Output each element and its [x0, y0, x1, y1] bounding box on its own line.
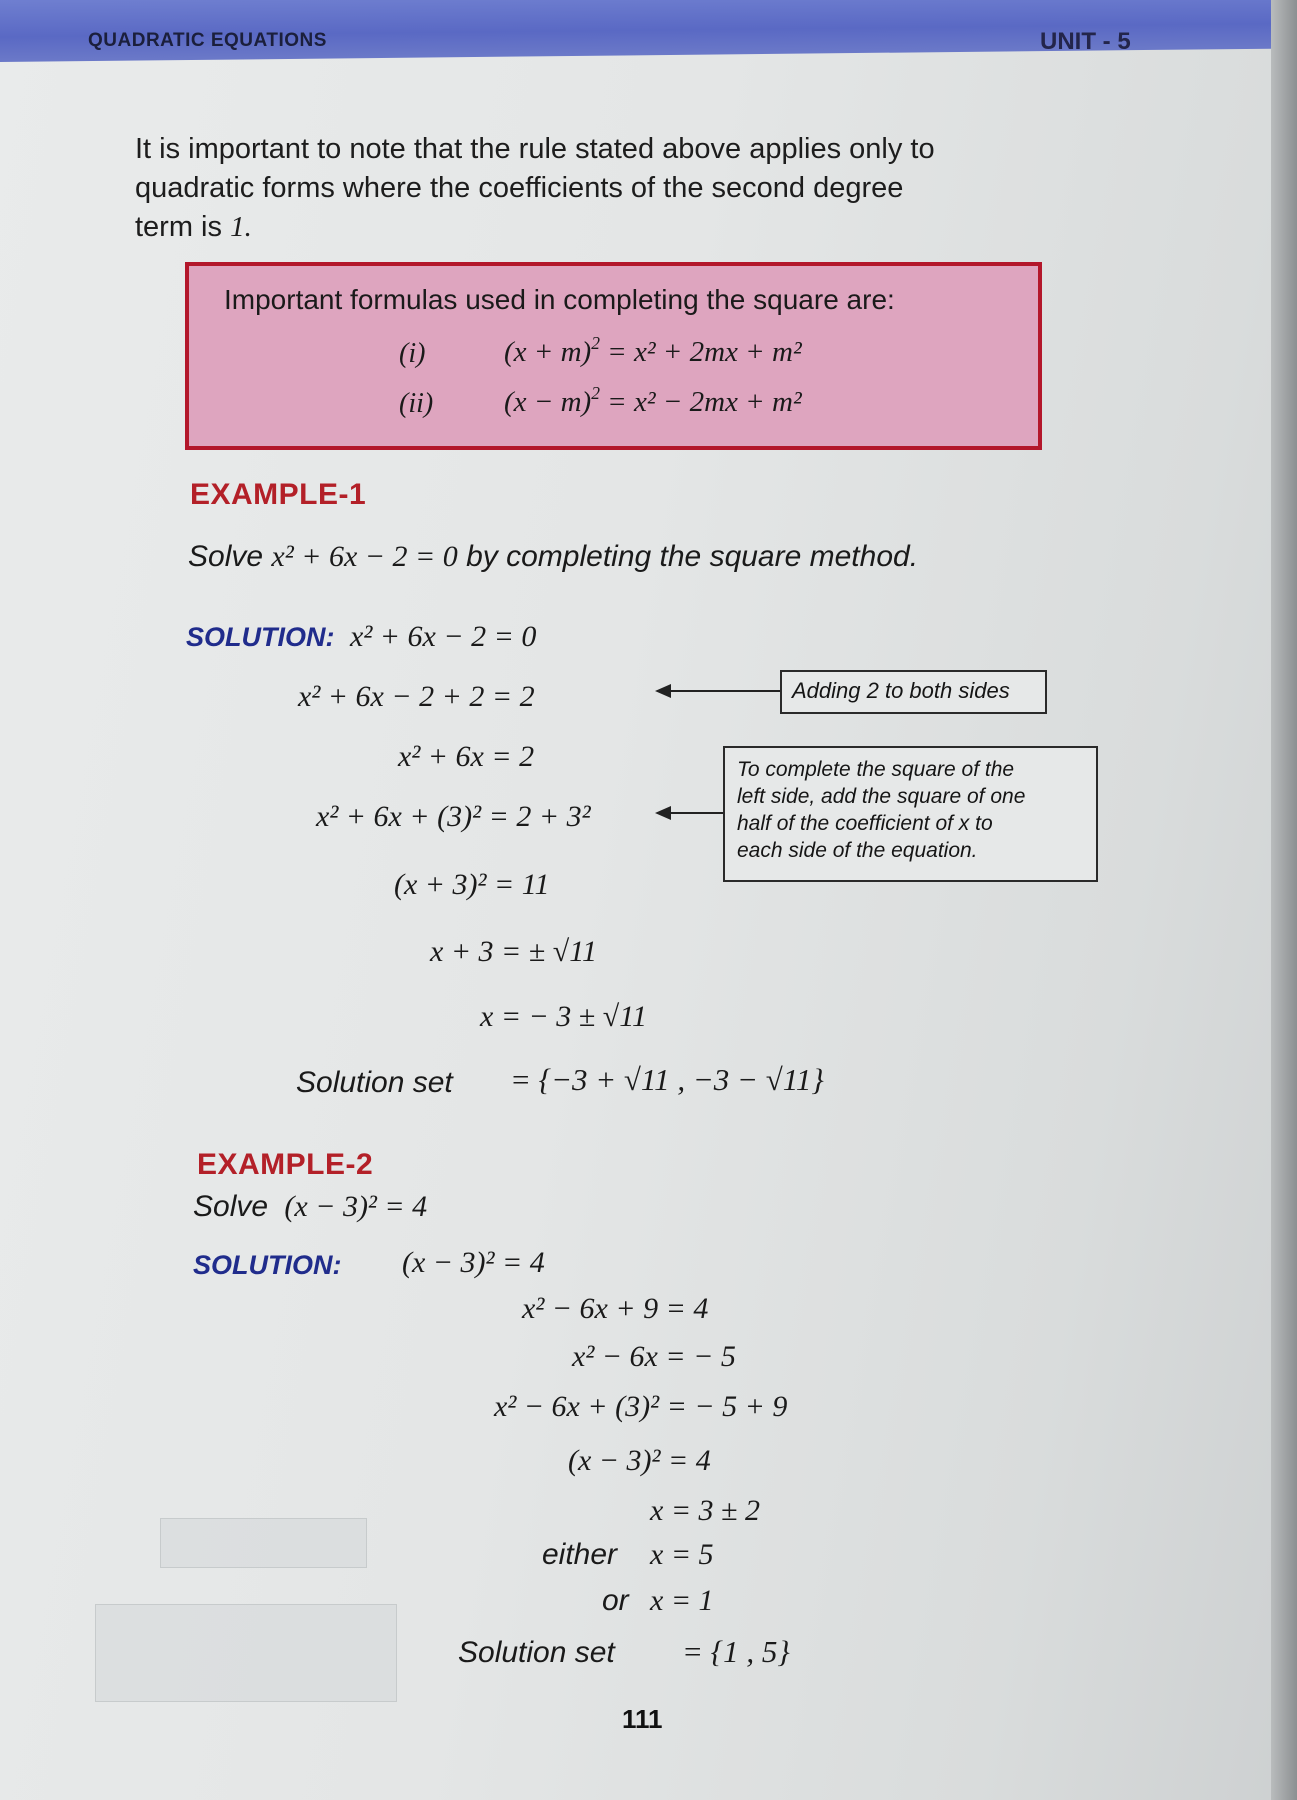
formula-lhs: (x + m) — [504, 336, 592, 368]
formula-equation: $(x + m)^2 = x^2 + 2mx + m^2$ — [504, 332, 802, 368]
formula-label: (ii) — [399, 388, 434, 419]
note-complete-square — [723, 746, 1098, 882]
solution-step: x² − 6x + (3)² = − 5 + 9 — [494, 1390, 788, 1423]
formula-label: (i) — [399, 338, 426, 369]
or-label: or — [602, 1584, 629, 1617]
example-1-solution-set-label: Solution set — [296, 1066, 453, 1099]
intro-line-3: term is 1. — [135, 211, 252, 243]
statement-prefix: Solve — [193, 1190, 269, 1223]
intro-line-1: It is important to note that the rule stated above applies only to — [135, 133, 935, 165]
example-1-statement — [188, 540, 918, 574]
note-text: Adding 2 to both sides — [792, 678, 1010, 703]
solution-step: x + 3 = ± √11 — [430, 935, 598, 968]
formula-lhs: (x − m) — [504, 386, 592, 418]
example-2-heading: EXAMPLE-2 — [197, 1148, 374, 1181]
note-line: half of the coefficient of x to — [737, 812, 993, 835]
statement-equation: x² + 6x − 2 = 0 — [271, 540, 458, 573]
solution-step: (x + 3)² = 11 — [394, 868, 550, 901]
intro-paragraph — [135, 130, 1055, 247]
note-line: To complete the square of the — [737, 758, 1015, 781]
example-1-solution-set: = {−3 + √11 , −3 − √11} — [510, 1062, 824, 1097]
bleed-through-box — [160, 1518, 367, 1568]
example-2-statement — [193, 1190, 427, 1224]
solution-step: x² + 6x − 2 + 2 = 2 — [298, 680, 535, 713]
solution-step: (x − 3)² = 4 — [568, 1444, 711, 1477]
either-label: either — [542, 1538, 618, 1571]
note-adding-2 — [780, 670, 1047, 714]
statement-prefix: Solve — [188, 540, 264, 573]
arrow-line — [668, 812, 723, 814]
or-value: x = 1 — [650, 1584, 714, 1617]
statement-suffix: by completing the square method. — [466, 540, 919, 573]
page-edge — [1271, 0, 1297, 1800]
solution-step: x² − 6x + 9 = 4 — [522, 1292, 709, 1325]
intro-line-2: quadratic forms where the coefficients of the second degree — [135, 172, 904, 204]
solution-step: x = 3 ± 2 — [650, 1494, 761, 1527]
statement-equation: (x − 3)² = 4 — [284, 1190, 428, 1223]
formula-rhs: = x² − 2mx + m² — [607, 386, 802, 418]
degree-value: 1. — [230, 211, 252, 243]
note-line: left side, add the square of one — [737, 785, 1026, 808]
solution-step: x² + 6x = 2 — [398, 740, 535, 773]
example-1-solution-label: SOLUTION: — [186, 622, 335, 652]
formula-rhs: = x² + 2mx + m² — [607, 336, 802, 368]
either-value: x = 5 — [650, 1538, 714, 1571]
note-line: each side of the equation. — [737, 839, 978, 862]
formula-equation: $(x - m)^2 = x^2 - 2mx + m^2$ — [504, 382, 802, 418]
note-text — [737, 756, 1025, 864]
solution-step: x² + 6x + (3)² = 2 + 3² — [316, 800, 591, 833]
unit-label: UNIT - 5 — [1040, 28, 1131, 55]
example-2-solution-set-label: Solution set — [458, 1636, 615, 1669]
example-2-solution-label: SOLUTION: — [193, 1250, 342, 1280]
example-1-heading: EXAMPLE-1 — [190, 478, 367, 511]
formula-box-title: Important formulas used in completing the square are: — [224, 284, 895, 315]
solution-step: x² − 6x = − 5 — [572, 1340, 736, 1373]
solution-step: (x − 3)² = 4 — [402, 1246, 545, 1279]
page-number: 111 — [622, 1704, 663, 1734]
formula-box — [185, 262, 1042, 450]
arrow-line — [668, 690, 780, 692]
chapter-title: QUADRATIC EQUATIONS — [88, 30, 327, 51]
bleed-through-box — [95, 1604, 397, 1702]
solution-step: x² + 6x − 2 = 0 — [350, 620, 537, 653]
example-2-solution-set: = {1 , 5} — [682, 1634, 790, 1669]
solution-step: x = − 3 ± √11 — [480, 1000, 648, 1033]
